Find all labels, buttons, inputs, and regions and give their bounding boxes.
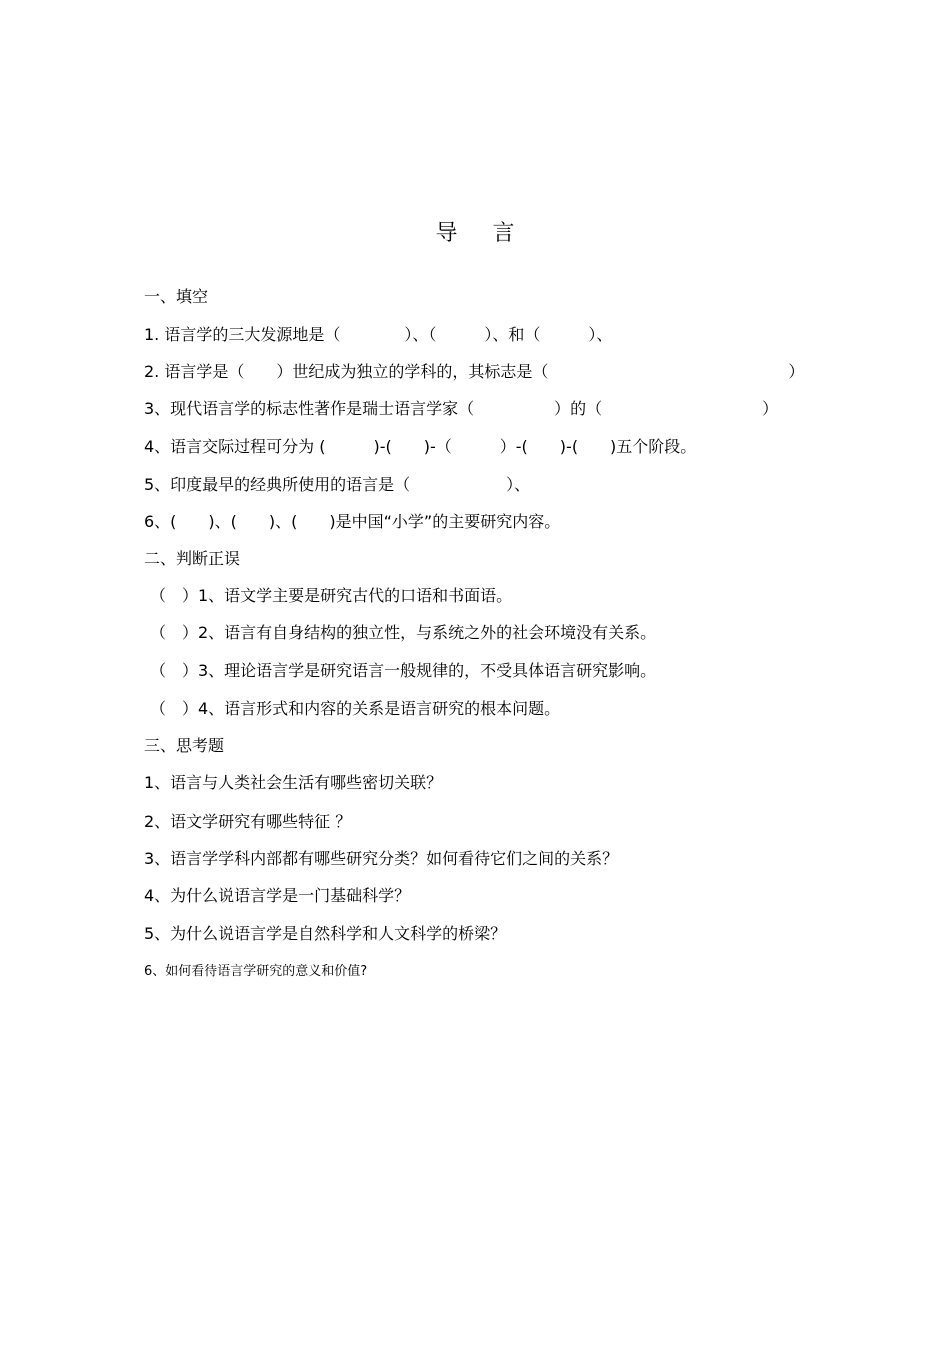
fill-item-5: 5、印度最早的经典所使用的语言是（ ）、 bbox=[144, 475, 531, 494]
think-item-2: 2、语文学研究有哪些特征 ？ bbox=[144, 812, 352, 831]
fill-item-2: 2. 语言学是（ ）世纪成为独立的学科的，其标志是（ ） bbox=[144, 362, 805, 381]
fill-item-6: 6、( )、( )、( )是中国“小学”的主要研究内容。 bbox=[144, 512, 561, 531]
fill-item-4: 4、语言交际过程可分为 ( )-( )-（ ）-( )-( )五个阶段。 bbox=[144, 437, 697, 456]
judge-item-4: （ ）4、语言形式和内容的关系是语言研究的根本问题。 bbox=[150, 699, 561, 718]
section-heading-think: 三、思考题 bbox=[144, 736, 225, 755]
judge-item-2: （ ）2、语言有自身结构的独立性，与系统之外的社会环境没有关系。 bbox=[150, 623, 657, 642]
judge-item-3: （ ）3、理论语言学是研究语言一般规律的，不受具体语言研究影响。 bbox=[150, 661, 657, 680]
think-item-6: 6、如何看待语言学研究的意义和价值? bbox=[144, 964, 368, 979]
section-heading-judge: 二、判断正误 bbox=[144, 549, 241, 568]
fill-item-1: 1. 语言学的三大发源地是（ ）、（ ）、和（ ）、 bbox=[144, 325, 613, 344]
think-item-3: 3、语言学学科内部都有哪些研究分类？如何看待它们之间的关系？ bbox=[144, 849, 619, 868]
think-item-4: 4、为什么说语言学是一门基础科学？ bbox=[144, 886, 411, 905]
page-title: 导 言 bbox=[435, 221, 529, 246]
fill-item-3: 3、现代语言学的标志性著作是瑞士语言学家（ ）的（ ） bbox=[144, 399, 779, 418]
think-item-1: 1、语言与人类社会生活有哪些密切关联？ bbox=[144, 773, 443, 792]
judge-item-1: （ ）1、语文学主要是研究古代的口语和书面语。 bbox=[150, 586, 513, 605]
think-item-5: 5、为什么说语言学是自然科学和人文科学的桥梁？ bbox=[144, 924, 507, 943]
section-heading-fill: 一、填空 bbox=[144, 287, 209, 306]
